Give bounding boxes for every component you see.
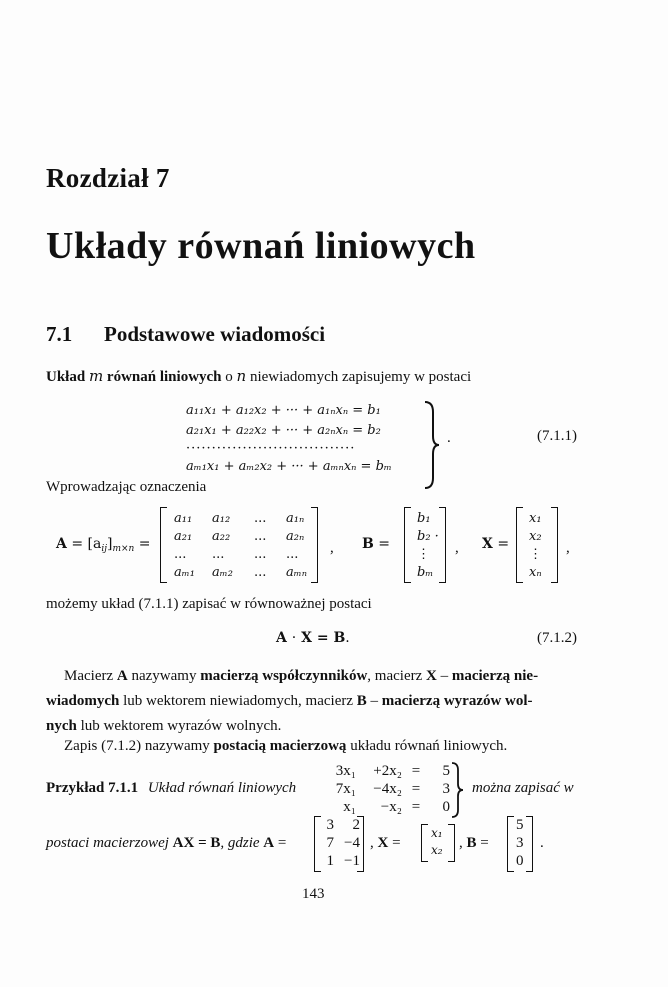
- example-system: [322, 762, 450, 816]
- system-cell: =: [411, 799, 421, 815]
- lhs-eq: =: [134, 536, 151, 552]
- matrix-cell: a₁₁: [174, 511, 193, 526]
- symbol-a: A: [276, 630, 287, 646]
- eq-sign: =: [316, 630, 329, 646]
- matrix-cell: b₂ ·: [417, 529, 439, 544]
- matrix-cell: ...: [254, 547, 267, 562]
- text: lub wektorem niewiadomych, macierz: [119, 693, 357, 709]
- text: , macierz: [367, 668, 427, 684]
- system-cell: 3: [442, 781, 450, 797]
- matrix-cell: 1: [326, 853, 334, 869]
- matrix-cell: a₁ₙ: [286, 511, 305, 526]
- example-b-lhs: , B =: [459, 835, 489, 851]
- text-rest: niewiadomych zapisujemy w postaci: [249, 369, 472, 385]
- matrix-cell: x₂: [431, 843, 443, 857]
- symbol-x: X: [301, 630, 312, 646]
- comma: ,: [455, 540, 459, 556]
- matrix-cell: ...: [174, 547, 187, 562]
- example-text: Układ równań liniowych: [147, 780, 297, 796]
- period: .: [540, 835, 544, 851]
- symbol-x: X: [482, 536, 493, 552]
- matrix-b-lhs: [362, 536, 390, 552]
- matrix-equation: AX = B: [172, 835, 221, 851]
- matrix-cell: ...: [212, 547, 225, 562]
- system-cell: 0: [442, 799, 450, 815]
- matrix-cell: 3: [326, 817, 334, 833]
- system-cell: 5: [442, 763, 450, 779]
- symbol-b: B: [356, 693, 367, 709]
- system-row: a₂₁x₁ + a₂₂x₂ + ··· + a₂ₙxₙ = b₂: [186, 423, 381, 438]
- text-o: o: [225, 369, 233, 385]
- example-heading: [46, 780, 296, 797]
- matrix-cell: ⋮: [529, 547, 542, 562]
- matrix-cell: 0: [516, 853, 524, 869]
- matrix-cell: b₁: [417, 511, 431, 526]
- right-brace-icon: [422, 400, 442, 490]
- chapter-title: Układy równań liniowych: [46, 225, 476, 267]
- period: .: [345, 630, 350, 646]
- notation-intro: Wprowadzając oznaczenia: [46, 479, 207, 495]
- matrix-cell: 7: [326, 835, 334, 851]
- symbol-a: A: [263, 835, 275, 851]
- example-label: Przykład 7.1.1: [46, 780, 139, 796]
- text: układu równań liniowych.: [346, 738, 508, 754]
- matrix-cell: aₘ₁: [174, 565, 195, 580]
- symbol-a: A: [56, 536, 67, 552]
- matrix-b: [404, 507, 446, 583]
- matrix-cell: x₁: [529, 511, 542, 526]
- term-unknowns-matrix: macierzą nie-: [451, 668, 539, 684]
- matrix-x: [516, 507, 558, 583]
- right-brace-icon: [450, 761, 466, 819]
- matrix-cell: bₘ: [417, 565, 434, 580]
- term-unknowns-matrix: wiadomych: [46, 693, 120, 709]
- symbol-x: X: [426, 668, 437, 684]
- system-cell: =: [411, 763, 421, 779]
- system-row-dots: ·································: [186, 441, 356, 456]
- term-uklad: Układ: [46, 369, 86, 385]
- matrix-cell: ...: [254, 529, 267, 544]
- system-row: a₁₁x₁ + a₁₂x₂ + ··· + a₁ₙxₙ = b₁: [186, 403, 381, 418]
- text: –: [436, 668, 452, 684]
- term-rownan-liniowych: równań liniowych: [106, 369, 222, 385]
- period: .: [447, 430, 451, 446]
- intro-paragraph: [46, 367, 471, 386]
- lhs-text: = [a: [66, 536, 102, 552]
- matrix-cell: ...: [286, 547, 299, 562]
- dot: ·: [291, 630, 297, 646]
- matrix-equation: [276, 630, 350, 646]
- matrix-cell: a₂₁: [174, 529, 193, 544]
- example-x-lhs: , X =: [370, 835, 401, 851]
- example-text: postaci macierzowej: [46, 835, 169, 851]
- system-cell: x₁: [343, 799, 356, 815]
- comma: ,: [566, 540, 570, 556]
- general-system: [186, 401, 392, 477]
- example-text: , gdzie: [220, 835, 260, 851]
- system-cell: 7x₁: [335, 781, 356, 797]
- matrix-cell: 5: [516, 817, 524, 833]
- chapter-label: Rozdział 7: [46, 163, 170, 193]
- matrix-cell: a₂ₙ: [286, 529, 305, 544]
- section-title-text: Podstawowe wiadomości: [104, 322, 326, 346]
- var-m: m: [88, 367, 104, 385]
- paragraph-matrix-names: [46, 664, 584, 739]
- lhs-close: ]: [107, 536, 113, 552]
- symbol-b: B: [333, 630, 346, 646]
- matrix-cell: aₘₙ: [286, 565, 307, 580]
- matrix-cell: a₂₂: [212, 529, 231, 544]
- matrix-cell: aₘ₂: [212, 565, 233, 580]
- comma: ,: [330, 540, 334, 556]
- term-matrix-form: postacią macierzową: [213, 738, 347, 754]
- system-cell: 3x₁: [335, 763, 356, 779]
- eq-sign: =: [378, 536, 391, 552]
- system-cell: −x₂: [380, 799, 402, 815]
- example-matrix-form: postaci macierzowej AX = B, gdzie A =: [46, 835, 287, 851]
- text: Macierz: [64, 668, 117, 684]
- system-row: aₘ₁x₁ + aₘ₂x₂ + ··· + aₘₙxₙ = bₘ: [186, 459, 392, 474]
- eq-sign: =: [497, 536, 510, 552]
- matrix-cell: 3: [516, 835, 524, 851]
- system-cell: =: [411, 781, 421, 797]
- example-matrix-x: [421, 824, 455, 862]
- matrix-cell: ...: [254, 511, 267, 526]
- matrix-cell: −1: [344, 853, 360, 869]
- symbol-b: B: [362, 536, 374, 552]
- text: Zapis (7.1.2) nazywamy: [64, 738, 214, 754]
- matrix-a: [160, 507, 318, 583]
- section-title: [46, 322, 325, 347]
- matrix-cell: ⋮: [417, 547, 430, 562]
- symbol-x: X: [377, 835, 389, 851]
- text: nazywamy: [127, 668, 201, 684]
- page-number: 143: [302, 886, 325, 902]
- system-cell: +2x₂: [373, 763, 402, 779]
- sub-ij: ij: [101, 544, 107, 554]
- section-number: 7.1: [46, 322, 73, 346]
- example-matrix-b: [507, 816, 533, 872]
- matrix-cell: ...: [254, 565, 267, 580]
- symbol-a: A: [116, 668, 128, 684]
- sub-mxn: m×n: [112, 544, 135, 554]
- system-cell: −4x₂: [373, 781, 402, 797]
- paragraph-matrix-form: [64, 738, 507, 755]
- equivalent-text: możemy układ (7.1.1) zapisać w równoważnej postaci: [46, 596, 372, 612]
- term-constants-matrix: nych: [46, 718, 77, 734]
- var-n: n: [236, 367, 247, 385]
- matrix-cell: 2: [352, 817, 360, 833]
- matrix-cell: −4: [344, 835, 360, 851]
- matrix-cell: x₂: [529, 529, 542, 544]
- text: lub wektorem wyrazów wolnych.: [76, 718, 282, 734]
- symbol-b: B: [466, 835, 477, 851]
- matrix-cell: x₁: [431, 826, 443, 840]
- term-constants-matrix: macierzą wyrazów wol-: [381, 693, 533, 709]
- text: –: [366, 693, 382, 709]
- example-text: można zapisać w: [472, 780, 574, 796]
- matrix-a-lhs: [56, 536, 151, 552]
- matrix-cell: xₙ: [529, 565, 542, 580]
- matrix-x-lhs: [482, 536, 509, 552]
- equation-label: (7.1.2): [537, 630, 577, 646]
- example-matrix-a: [314, 816, 364, 872]
- equation-label: (7.1.1): [537, 428, 577, 444]
- term-coefficient-matrix: macierzą współczynników: [200, 668, 368, 684]
- matrix-cell: a₁₂: [212, 511, 231, 526]
